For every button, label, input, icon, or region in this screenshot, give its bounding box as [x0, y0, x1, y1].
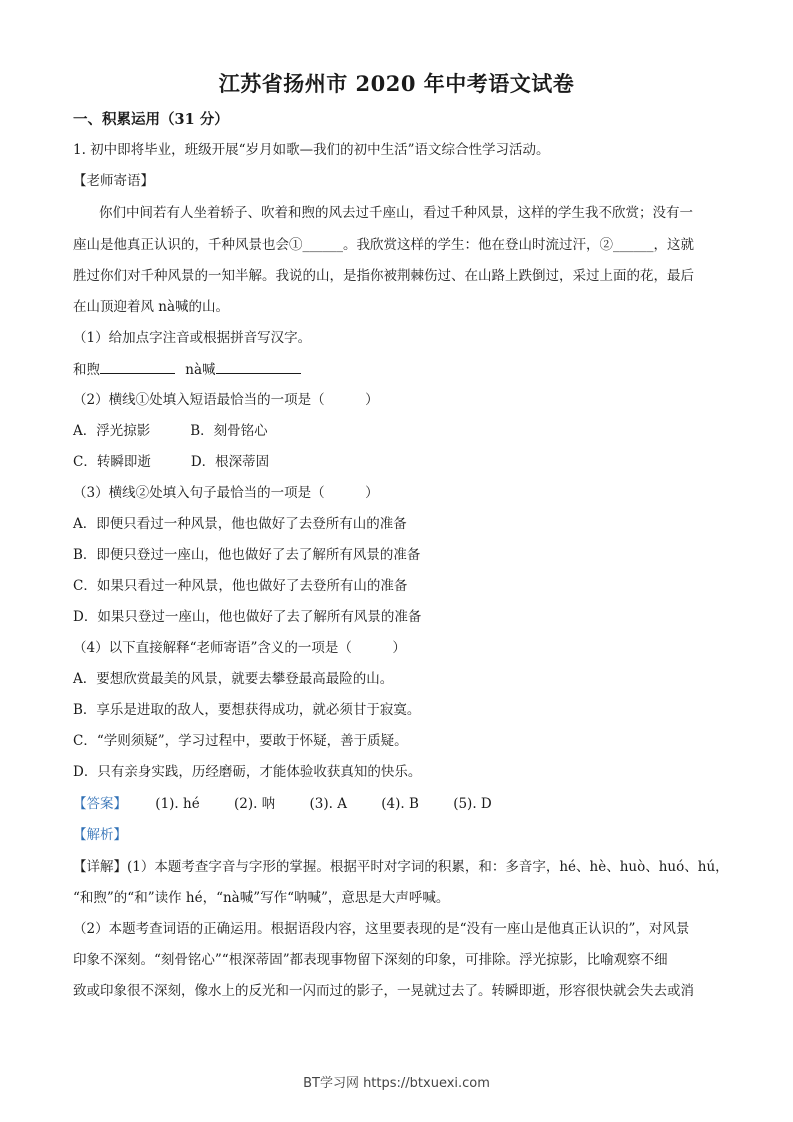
- analysis-label: 【解析】: [73, 827, 127, 843]
- option-b: B．刻骨铭心: [190, 423, 268, 439]
- passage-line: 胜过你们对千种风景的一知半解。我说的山，是指你被荆棘伤过、在山路上跌倒过，采过上面的花，最后: [73, 268, 694, 284]
- passage-line: 你们中间若有人坐着轿子、吹着和煦的风去过千座山，看过千种风景，这样的学生我不欣赏；没有一: [99, 205, 693, 221]
- fill-blank-term-a: 和煦: [73, 362, 100, 378]
- option-b: B．享乐是进取的敌人，要想获得成功，就必须甘于寂寞。: [73, 702, 421, 718]
- answer-item: (4). B: [381, 796, 419, 812]
- answer-blank[interactable]: [100, 359, 175, 374]
- detail-line: 印象不深刻。“刻骨铭心”“根深蒂固”都表现事物留下深刻的印象，可排除。浮光掠影，比喻观察不细: [73, 952, 668, 968]
- option-d: D．如果只登过一座山，他也做好了去了解所有风景的准备: [73, 609, 422, 625]
- answer-label: 【答案】: [73, 796, 127, 812]
- answer-blank[interactable]: [216, 359, 301, 374]
- answer-item: (2). 呐: [233, 796, 276, 812]
- option-c: C．“学则须疑”，学习过程中，要敢于怀疑，善于质疑。: [73, 733, 408, 749]
- option-c: C．如果只看过一种风景，他也做好了去登所有山的准备: [73, 578, 408, 594]
- detail-line: 致或印象很不深刻，像水上的反光和一闪而过的影子，一晃就过去了。转瞬即逝，形容很快就会失去或消: [73, 983, 694, 999]
- option-a: A．浮光掠影: [73, 423, 151, 439]
- sub-question-4: （4）以下直接解释“老师寄语”含义的一项是（ ）: [73, 640, 406, 656]
- option-c: C．转瞬即逝: [73, 454, 151, 470]
- sub-question-2: （2）横线①处填入短语最恰当的一项是（ ）: [73, 392, 379, 408]
- detail-line: 【详解】(1）本题考查字音与字形的掌握。根据平时对字词的积累，和：多音字，hé、hè、huò、huó、hú，: [73, 859, 729, 875]
- fill-blank-term-b: nà喊: [185, 362, 216, 378]
- passage-line: 座山是他真正认识的，千种风景也会①______。我欣赏这样的学生：他在登山时流过汗，②______，这就: [73, 237, 694, 253]
- document-title: 江苏省扬州市 2020 年中考语文试卷: [218, 71, 575, 96]
- answer-item: (5). D: [453, 796, 492, 812]
- answer-row: [73, 794, 522, 814]
- question-1-intro: 1. 初中即将毕业，班级开展“岁月如歌—我们的初中生活”语文综合性学习活动。: [73, 142, 550, 158]
- sub-question-1: （1）给加点字注音或根据拼音写汉字。: [73, 330, 312, 346]
- detail-line: “和煦”的“和”读作 hé，“nà喊”写作“呐喊”，意思是大声呼喊。: [73, 890, 450, 906]
- option-d: D．根深蒂固: [190, 454, 270, 470]
- answer-item: (3). A: [309, 796, 347, 812]
- option-a: A．要想欣赏最美的风景，就要去攀登最高最险的山。: [73, 671, 394, 687]
- option-row: [73, 421, 268, 441]
- sub-question-3: （3）横线②处填入句子最恰当的一项是（ ）: [73, 485, 379, 501]
- passage-line: 在山顶迎着风 nà喊的山。: [73, 299, 230, 315]
- section-heading: 一、积累运用（31 分）: [73, 111, 229, 128]
- answer-item: (1). hé: [155, 796, 200, 812]
- detail-line: （2）本题考查词语的正确运用。根据语段内容，这里要表现的是“没有一座山是他真正认识的”，对风景: [73, 921, 690, 937]
- option-b: B．即便只登过一座山，他也做好了去了解所有风景的准备: [73, 547, 421, 563]
- option-a: A．即便只看过一种风景，他也做好了去登所有山的准备: [73, 516, 407, 532]
- option-row: [73, 452, 269, 472]
- option-d: D．只有亲身实践，历经磨砺，才能体验收获真知的快乐。: [73, 764, 422, 780]
- fill-blank-row: [73, 359, 301, 380]
- teacher-note-label: 【老师寄语】: [73, 173, 154, 189]
- footer-watermark: BT学习网 https://btxuexi.com: [303, 1076, 490, 1091]
